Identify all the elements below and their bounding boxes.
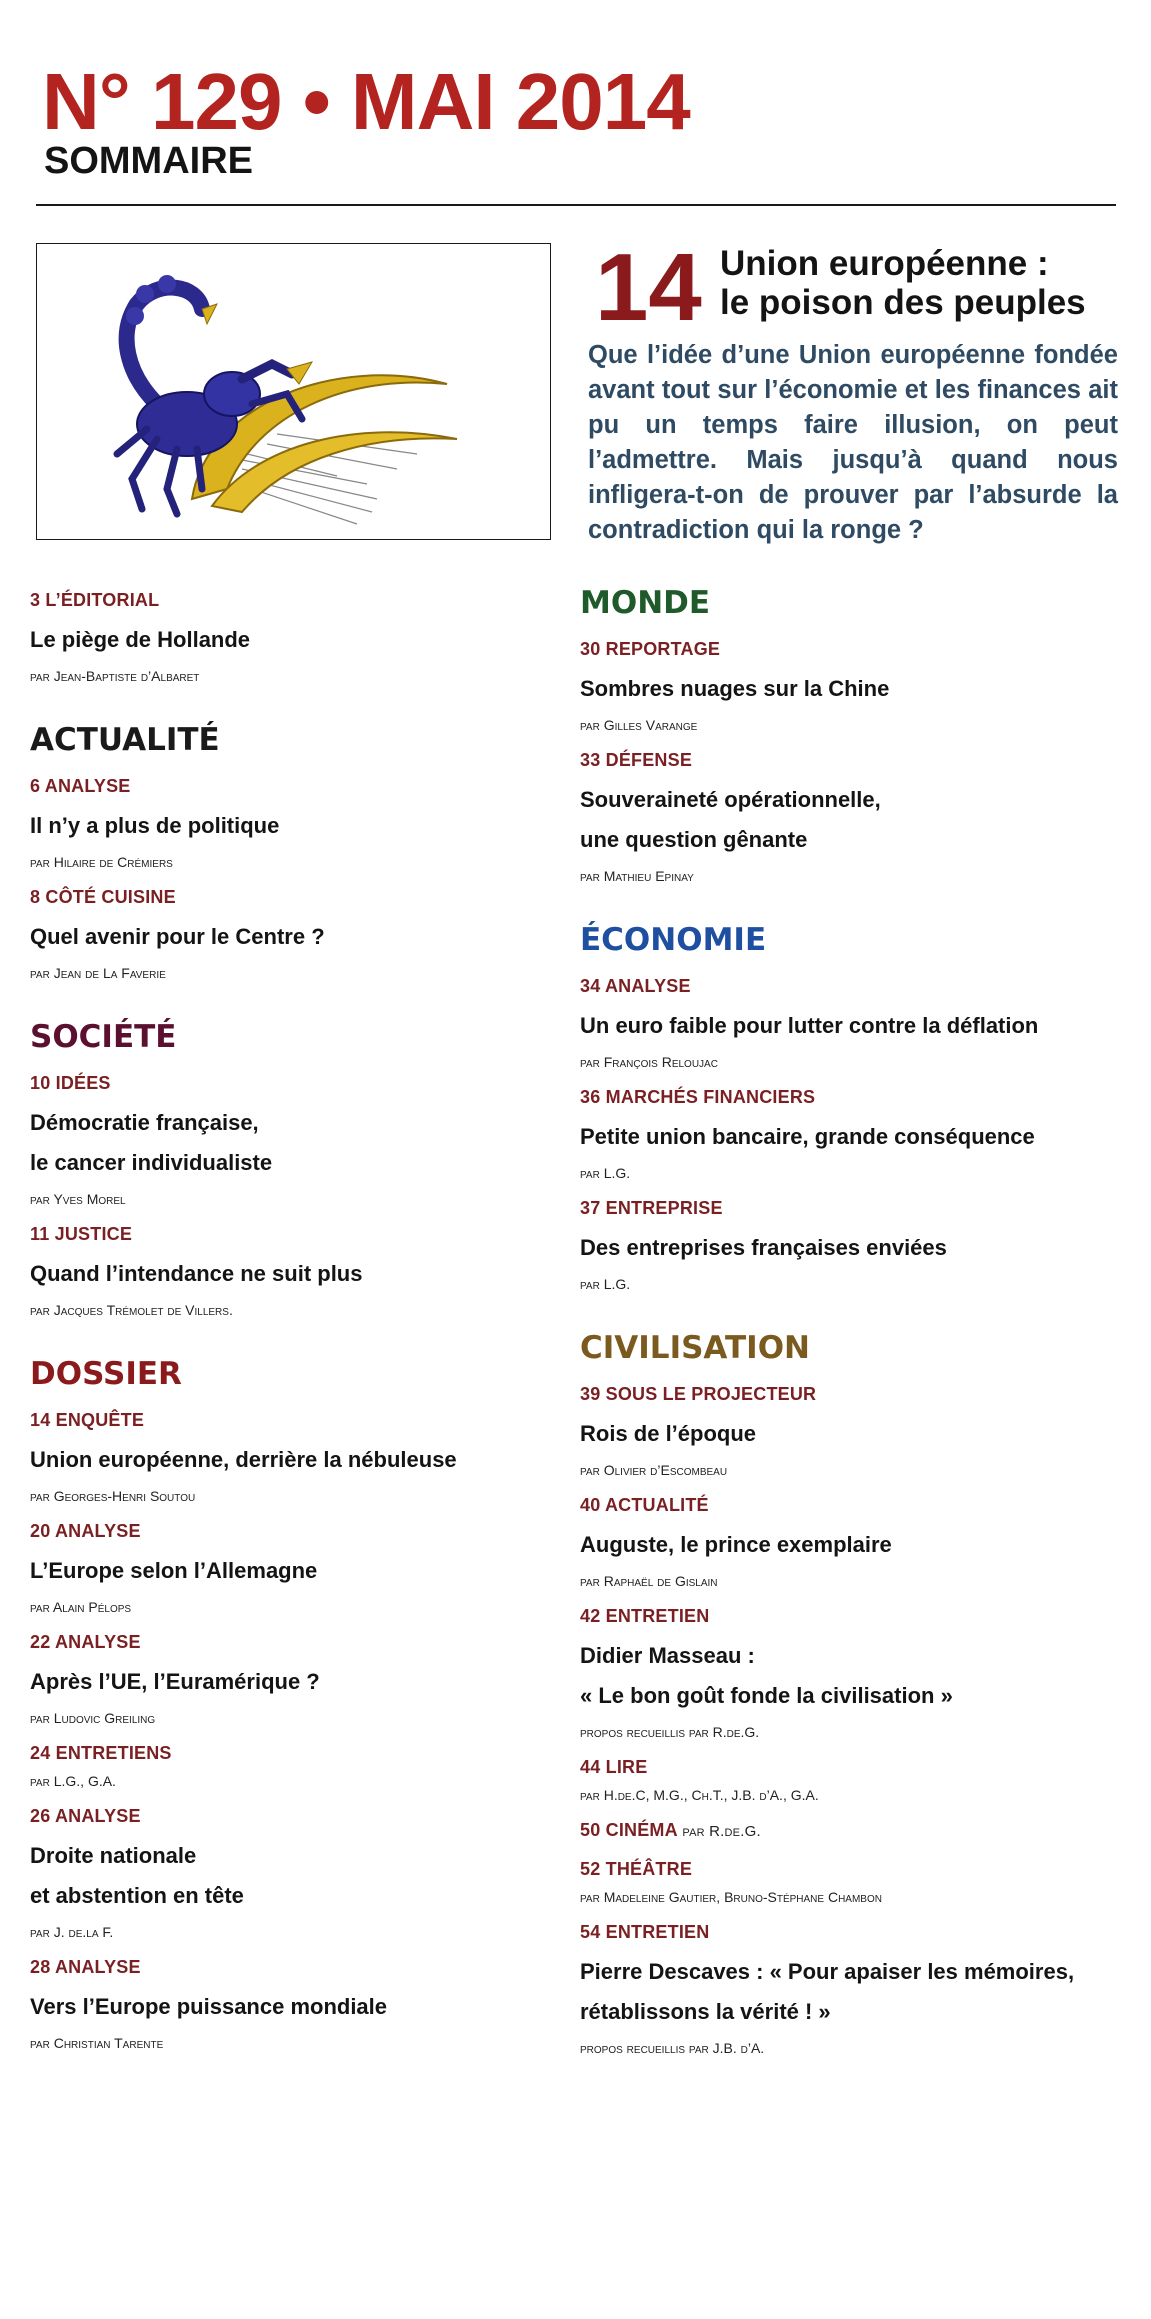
article-title — [30, 1103, 570, 1183]
article-title — [580, 780, 1120, 860]
article-title: Des entreprises françaises enviées — [580, 1235, 947, 1260]
rubric: 44 LIRE — [580, 1757, 648, 1777]
left-column — [30, 588, 570, 2066]
section-heading-economie: ÉCONOMIE — [580, 922, 767, 958]
rubric: 34 ANALYSE — [580, 976, 691, 996]
toc-entry — [30, 1630, 570, 1728]
article-title-line: Droite nationale — [30, 1843, 197, 1868]
article-title: Après l’UE, l’Euramérique ? — [30, 1669, 320, 1694]
feature-illustration — [36, 243, 551, 540]
section-heading-monde: MONDE — [580, 585, 711, 621]
rubric: 10 IDÉES — [30, 1073, 111, 1093]
rubric: 26 ANALYSE — [30, 1806, 141, 1826]
toc-entry — [580, 1920, 1120, 2058]
issue-number: N° 129 • MAI 2014 — [42, 57, 690, 146]
toc-entry — [30, 1408, 570, 1506]
author: par Gilles Varange — [580, 717, 698, 733]
author: par Mathieu Epinay — [580, 868, 694, 884]
rubric: 24 ENTRETIENS — [30, 1743, 172, 1763]
toc-entry — [580, 637, 1120, 735]
rubric: 11 JUSTICE — [30, 1224, 133, 1244]
section-heading-civilisation: CIVILISATION — [580, 1330, 810, 1366]
author: par Raphaël de Gislain — [580, 1573, 718, 1589]
author: par Madeleine Gautier, Bruno-Stéphane Chambon — [580, 1889, 882, 1905]
feature-title-line: le poison des peuples — [720, 282, 1086, 322]
article-title: Sombres nuages sur la Chine — [580, 676, 890, 701]
sommaire-label: SOMMAIRE — [44, 140, 253, 182]
rubric: 42 ENTRETIEN — [580, 1606, 710, 1626]
right-column — [580, 585, 1120, 2071]
toc-entry — [580, 1755, 1120, 1805]
rubric: 28 ANALYSE — [30, 1957, 141, 1977]
article-title — [580, 1952, 1120, 2032]
article-title-line: « Le bon goût fonde la civilisation » — [580, 1683, 953, 1708]
rubric: 36 MARCHÉS FINANCIERS — [580, 1087, 816, 1107]
author: par Christian Tarente — [30, 2035, 164, 2051]
article-title-line: Démocratie française, — [30, 1110, 259, 1135]
author: propos recueillis par J.B. d’A. — [580, 2040, 765, 2056]
rubric: 40 ACTUALITÉ — [580, 1495, 709, 1515]
toc-entry — [30, 1804, 570, 1942]
article-title-line: et abstention en tête — [30, 1883, 244, 1908]
header-rule — [36, 204, 1116, 206]
rubric: 6 ANALYSE — [30, 776, 131, 796]
article-title: Quand l’intendance ne suit plus — [30, 1261, 363, 1286]
toc-entry — [30, 1741, 570, 1791]
rubric: 52 THÉÂTRE — [580, 1859, 693, 1879]
article-title: Petite union bancaire, grande conséquence — [580, 1124, 1035, 1149]
rubric: 37 ENTREPRISE — [580, 1198, 723, 1218]
section-heading-societe: SOCIÉTÉ — [30, 1019, 177, 1055]
article-title: Auguste, le prince exemplaire — [580, 1532, 892, 1557]
author: propos recueillis par R.de.G. — [580, 1724, 760, 1740]
rubric: 30 REPORTAGE — [580, 639, 721, 659]
toc-entry — [30, 885, 570, 983]
feature-lead: Que l’idée d’une Union européenne fondée avant tout sur l’économie et les finances ait pu un temps faire illusion, on peut l’admettre. Mais jusqu’à quand nous infligera-t-on de prouver par l’absurde la contradiction qui la ronge ? — [588, 341, 1118, 544]
author: par Jacques Trémolet de Villers. — [30, 1302, 233, 1318]
article-title-line: rétablissons la vérité ! » — [580, 1999, 831, 2024]
article-title — [30, 1836, 570, 1916]
article-title: Quel avenir pour le Centre ? — [30, 924, 325, 949]
toc-entry — [580, 1493, 1120, 1591]
author: par R.de.G. — [682, 1823, 761, 1840]
article-title-line: une question gênante — [580, 827, 808, 852]
rubric: 33 DÉFENSE — [580, 750, 693, 770]
toc-entry — [30, 1222, 570, 1320]
author: par Jean de La Faverie — [30, 965, 166, 981]
rubric: 22 ANALYSE — [30, 1632, 141, 1652]
rubric: 54 ENTRETIEN — [580, 1922, 710, 1942]
article-title: L’Europe selon l’Allemagne — [30, 1558, 318, 1583]
toc-entry — [580, 1196, 1120, 1294]
rubric: 39 SOUS LE PROJECTEUR — [580, 1384, 817, 1404]
feature-title-line: Union européenne : — [720, 244, 1049, 283]
author: par Olivier d’Escombeau — [580, 1462, 728, 1478]
article-title: Il n’y a plus de politique — [30, 813, 280, 838]
rubric: 20 ANALYSE — [30, 1521, 141, 1541]
toc-entry — [30, 1955, 570, 2053]
author: par Jean-Baptiste d’Albaret — [30, 668, 200, 684]
article-title: Union européenne, derrière la nébuleuse — [30, 1447, 457, 1472]
rubric — [580, 1818, 1120, 1844]
article-title: Rois de l’époque — [580, 1421, 757, 1446]
author: par Alain Pélops — [30, 1599, 132, 1615]
toc-entry — [30, 1071, 570, 1209]
toc-entry — [30, 774, 570, 872]
article-title-line: Didier Masseau : — [580, 1643, 755, 1668]
article-title-line: le cancer individualiste — [30, 1150, 273, 1175]
toc-entry — [30, 588, 570, 686]
toc-entry — [580, 974, 1120, 1072]
author: par L.G. — [580, 1276, 631, 1292]
author: par François Reloujac — [580, 1054, 718, 1070]
article-title-line: Souveraineté opérationnelle, — [580, 787, 881, 812]
article-title: Vers l’Europe puissance mondiale — [30, 1994, 388, 2019]
author: par Hilaire de Crémiers — [30, 854, 173, 870]
article-title: Le piège de Hollande — [30, 627, 251, 652]
toc-entry — [30, 1519, 570, 1617]
author: par J. de.la F. — [30, 1924, 114, 1940]
scorpion-illustration — [37, 244, 550, 539]
rubric: 8 CÔTÉ CUISINE — [30, 887, 176, 907]
toc-entry — [580, 1382, 1120, 1480]
toc-entry — [580, 1604, 1120, 1742]
feature-page-number: 14 — [595, 234, 702, 341]
author: par Yves Morel — [30, 1191, 126, 1207]
article-title-line: Pierre Descaves : « Pour apaiser les mémoires, — [580, 1959, 1075, 1984]
article-title: Un euro faible pour lutter contre la déflation — [580, 1013, 1039, 1038]
toc-entry — [580, 1085, 1120, 1183]
toc-entry — [580, 1857, 1120, 1907]
author: par L.G., G.A. — [30, 1773, 116, 1789]
rubric: 14 ENQUÊTE — [30, 1410, 145, 1430]
author: par L.G. — [580, 1165, 631, 1181]
author: par Georges-Henri Soutou — [30, 1488, 196, 1504]
author: par H.de.C, M.G., Ch.T., J.B. d’A., G.A. — [580, 1787, 819, 1803]
toc-entry — [580, 1818, 1120, 1844]
rubric-label: 50 CINÉMA — [580, 1820, 678, 1840]
toc-entry — [580, 748, 1120, 886]
article-title — [580, 1636, 1120, 1716]
feature-title — [720, 245, 1120, 322]
rubric: 3 L’ÉDITORIAL — [30, 590, 160, 610]
section-heading-dossier: DOSSIER — [30, 1356, 182, 1392]
author: par Ludovic Greiling — [30, 1710, 156, 1726]
section-heading-actualite: ACTUALITÉ — [30, 722, 220, 758]
